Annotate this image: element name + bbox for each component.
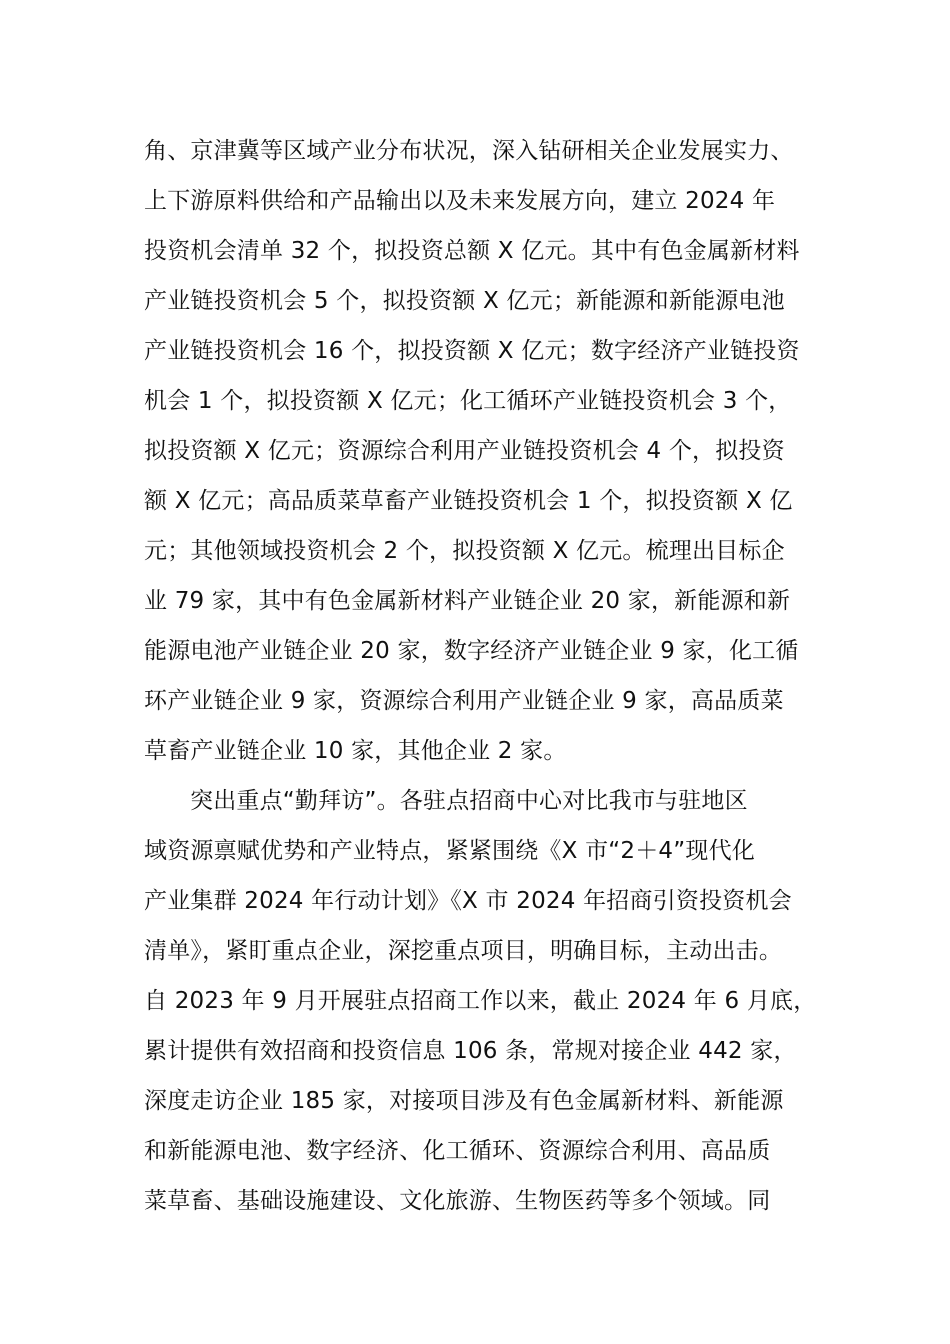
text-line: 额 X 亿元；高品质菜草畜产业链投资机会 1 个，拟投资额 X 亿 [144,488,793,514]
text-line: 产业链投资机会 16 个，拟投资额 X 亿元；数字经济产业链投资 [144,338,800,364]
text-line: 产业集群 2024 年行动计划》《X 市 2024 年招商引资投资机会 [144,888,792,914]
text-line: 环产业链企业 9 家，资源综合利用产业链企业 9 家，高品质菜 [144,688,784,714]
body-text [144,126,817,1226]
text-line: 能源电池产业链企业 20 家，数字经济产业链企业 9 家，化工循 [144,638,799,664]
text-line: 菜草畜、基础设施建设、文化旅游、生物医药等多个领域。同 [144,1188,771,1214]
paragraph-start-line: 突出重点“勤拜访”。各驻点招商中心对比我市与驻地区 [190,788,748,814]
text-line: 产业链投资机会 5 个，拟投资额 X 亿元；新能源和新能源电池 [144,288,785,314]
text-line: 拟投资额 X 亿元；资源综合利用产业链投资机会 4 个，拟投资 [144,438,785,464]
text-line: 域资源禀赋优势和产业特点，紧紧围绕《X 市“2＋4”现代化 [144,838,755,864]
text-line: 草畜产业链企业 10 家，其他企业 2 家。 [144,738,567,764]
text-line: 机会 1 个，拟投资额 X 亿元；化工循环产业链投资机会 3 个， [144,388,792,414]
text-line: 角、京津冀等区域产业分布状况，深入钻研相关企业发展实力、 [144,138,794,164]
text-line: 清单》，紧盯重点企业，深挖重点项目，明确目标，主动出击。 [144,938,783,964]
text-line: 投资机会清单 32 个，拟投资总额 X 亿元。其中有色金属新材料 [144,238,800,264]
text-line: 元；其他领域投资机会 2 个，拟投资额 X 亿元。梳理出目标企 [144,538,785,564]
text-line: 上下游原料供给和产品输出以及未来发展方向，建立 2024 年 [144,188,776,214]
text-line: 业 79 家，其中有色金属新材料产业链企业 20 家，新能源和新 [144,588,791,614]
text-line: 自 2023 年 9 月开展驻点招商工作以来，截止 2024 年 6 月底， [144,988,817,1014]
text-line: 和新能源电池、数字经济、化工循环、资源综合利用、高品质 [144,1138,771,1164]
text-line: 深度走访企业 185 家，对接项目涉及有色金属新材料、新能源 [144,1088,784,1114]
text-line: 累计提供有效招商和投资信息 106 条，常规对接企业 442 家， [144,1038,797,1064]
